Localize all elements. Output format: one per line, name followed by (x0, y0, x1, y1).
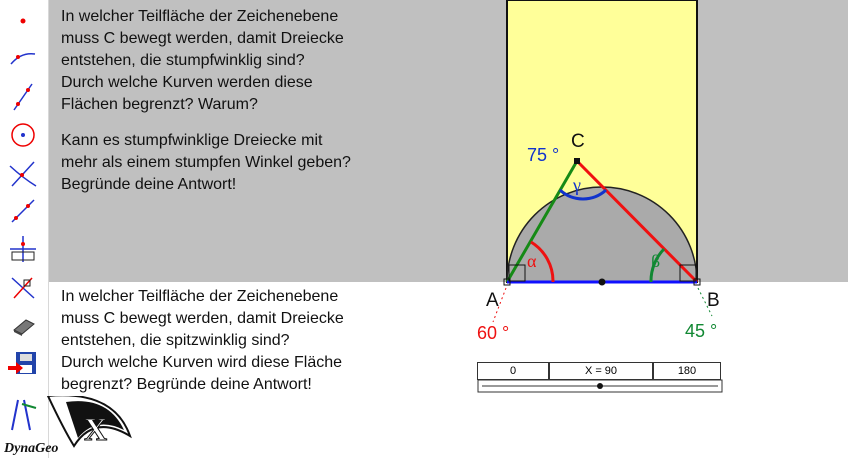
line-tool-icon[interactable] (6, 80, 40, 114)
slider-min-label: 0 (477, 362, 549, 380)
value-gamma: 75 ° (527, 145, 560, 165)
measure-tool-icon[interactable] (6, 232, 40, 266)
midpoint-ab[interactable] (599, 279, 606, 286)
segment-tool-icon[interactable] (6, 42, 40, 76)
label-gamma: γ (573, 175, 581, 195)
question-acute: In welcher Teilfläche der Zeichenebene muss C bewegt werden, damit Dreiecke entstehen, die spitzwinklig sind? Durch welche Kurven wird diese Fläche begrenzt? Begründe deine Antwort! (61, 288, 344, 393)
value-alpha: 60 ° (477, 323, 510, 343)
intersection-tool-icon[interactable] (6, 156, 40, 190)
question-obtuse: In welcher Teilfläche der Zeichenebene muss C bewegt werden, damit Dreiecke entstehen, die stumpfwinklig sind? Durch welche Kurven werden diese Flächen begrenzt? Warum? (61, 8, 344, 113)
ray-tool-icon[interactable] (6, 194, 40, 228)
question-obtuse-followup: Kann es stumpfwinklige Dreiecke mit mehr als einem stumpfen Winkel geben? Begründe deine Antwort! (61, 132, 351, 193)
slider-thumb[interactable] (597, 383, 603, 389)
dynageo-wordmark: DynaGeo (4, 441, 59, 456)
label-alpha: α (527, 251, 537, 271)
value-beta: 45 ° (685, 321, 718, 341)
slider-max-label: 180 (653, 362, 721, 380)
drawing-canvas[interactable] (49, 0, 848, 458)
label-point-c: C (571, 131, 585, 152)
eraser-tool-icon[interactable] (6, 308, 40, 342)
label-point-a: A (486, 290, 499, 311)
save-export-tool-icon[interactable] (6, 346, 40, 380)
slider-value-label: X = 90 (549, 362, 653, 380)
toolbar (0, 0, 49, 458)
label-beta: β (651, 251, 661, 271)
circle-tool-icon[interactable] (6, 118, 40, 152)
svg-text:X: X (84, 411, 108, 447)
point-c-handle[interactable] (574, 158, 580, 164)
perpendicular-tool-icon[interactable] (6, 270, 40, 304)
point-tool-icon[interactable] (6, 4, 40, 38)
label-point-b: B (707, 290, 720, 311)
